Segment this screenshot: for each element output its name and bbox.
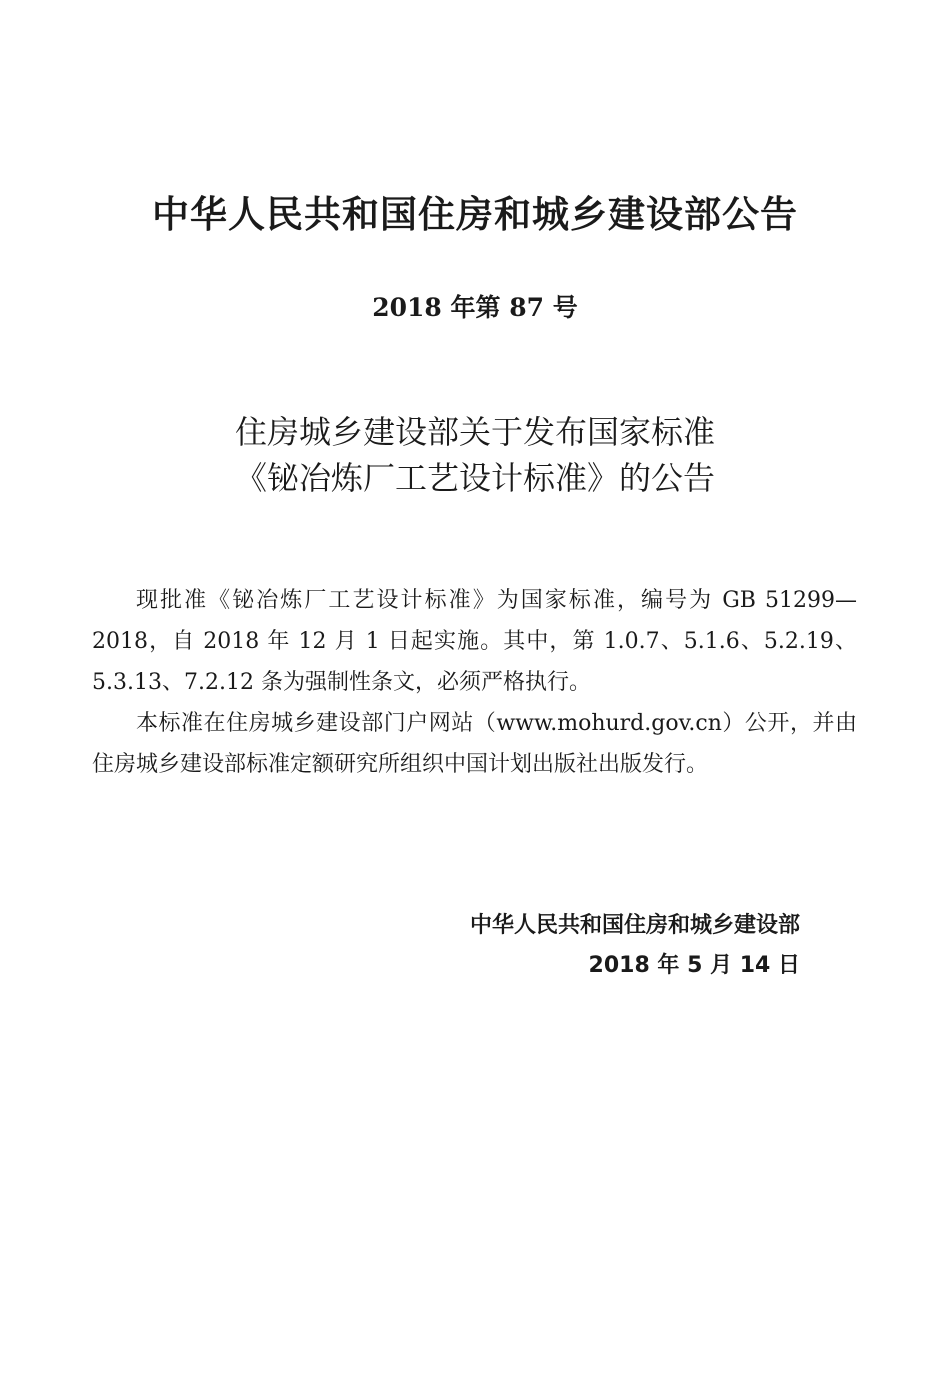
body-paragraph-1: 现批准《铋冶炼厂工艺设计标准》为国家标准，编号为 GB 51299—2018，自 2018 年 12 月 1 日起实施。其中，第 1.0.7、5.1.6、5.2.19、5.3.13、7.2.12 条为强制性条文，必须严格执行。 — [92, 588, 857, 695]
announcement-body — [92, 580, 857, 785]
subtitle-line-2: 《铋冶炼厂工艺设计标准》的公告 — [234, 459, 715, 497]
signature-organization: 中华人民共和国住房和城乡建设部 — [469, 913, 800, 938]
subtitle-line-1: 住房城乡建设部关于发布国家标准 — [234, 413, 715, 451]
announcement-subtitle — [0, 410, 950, 502]
signature-date: 2018 年 5 月 14 日 — [588, 953, 800, 978]
issue-number: 2018 年第 87 号 — [372, 293, 578, 322]
body-paragraph-2: 本标准在住房城乡建设部门户网站（www.mohurd.gov.cn）公开，并由住房城乡建设部标准定额研究所组织中国计划出版社出版发行。 — [92, 711, 857, 777]
signature-block — [470, 906, 800, 986]
announcement-title: 中华人民共和国住房和城乡建设部公告 — [152, 193, 798, 236]
